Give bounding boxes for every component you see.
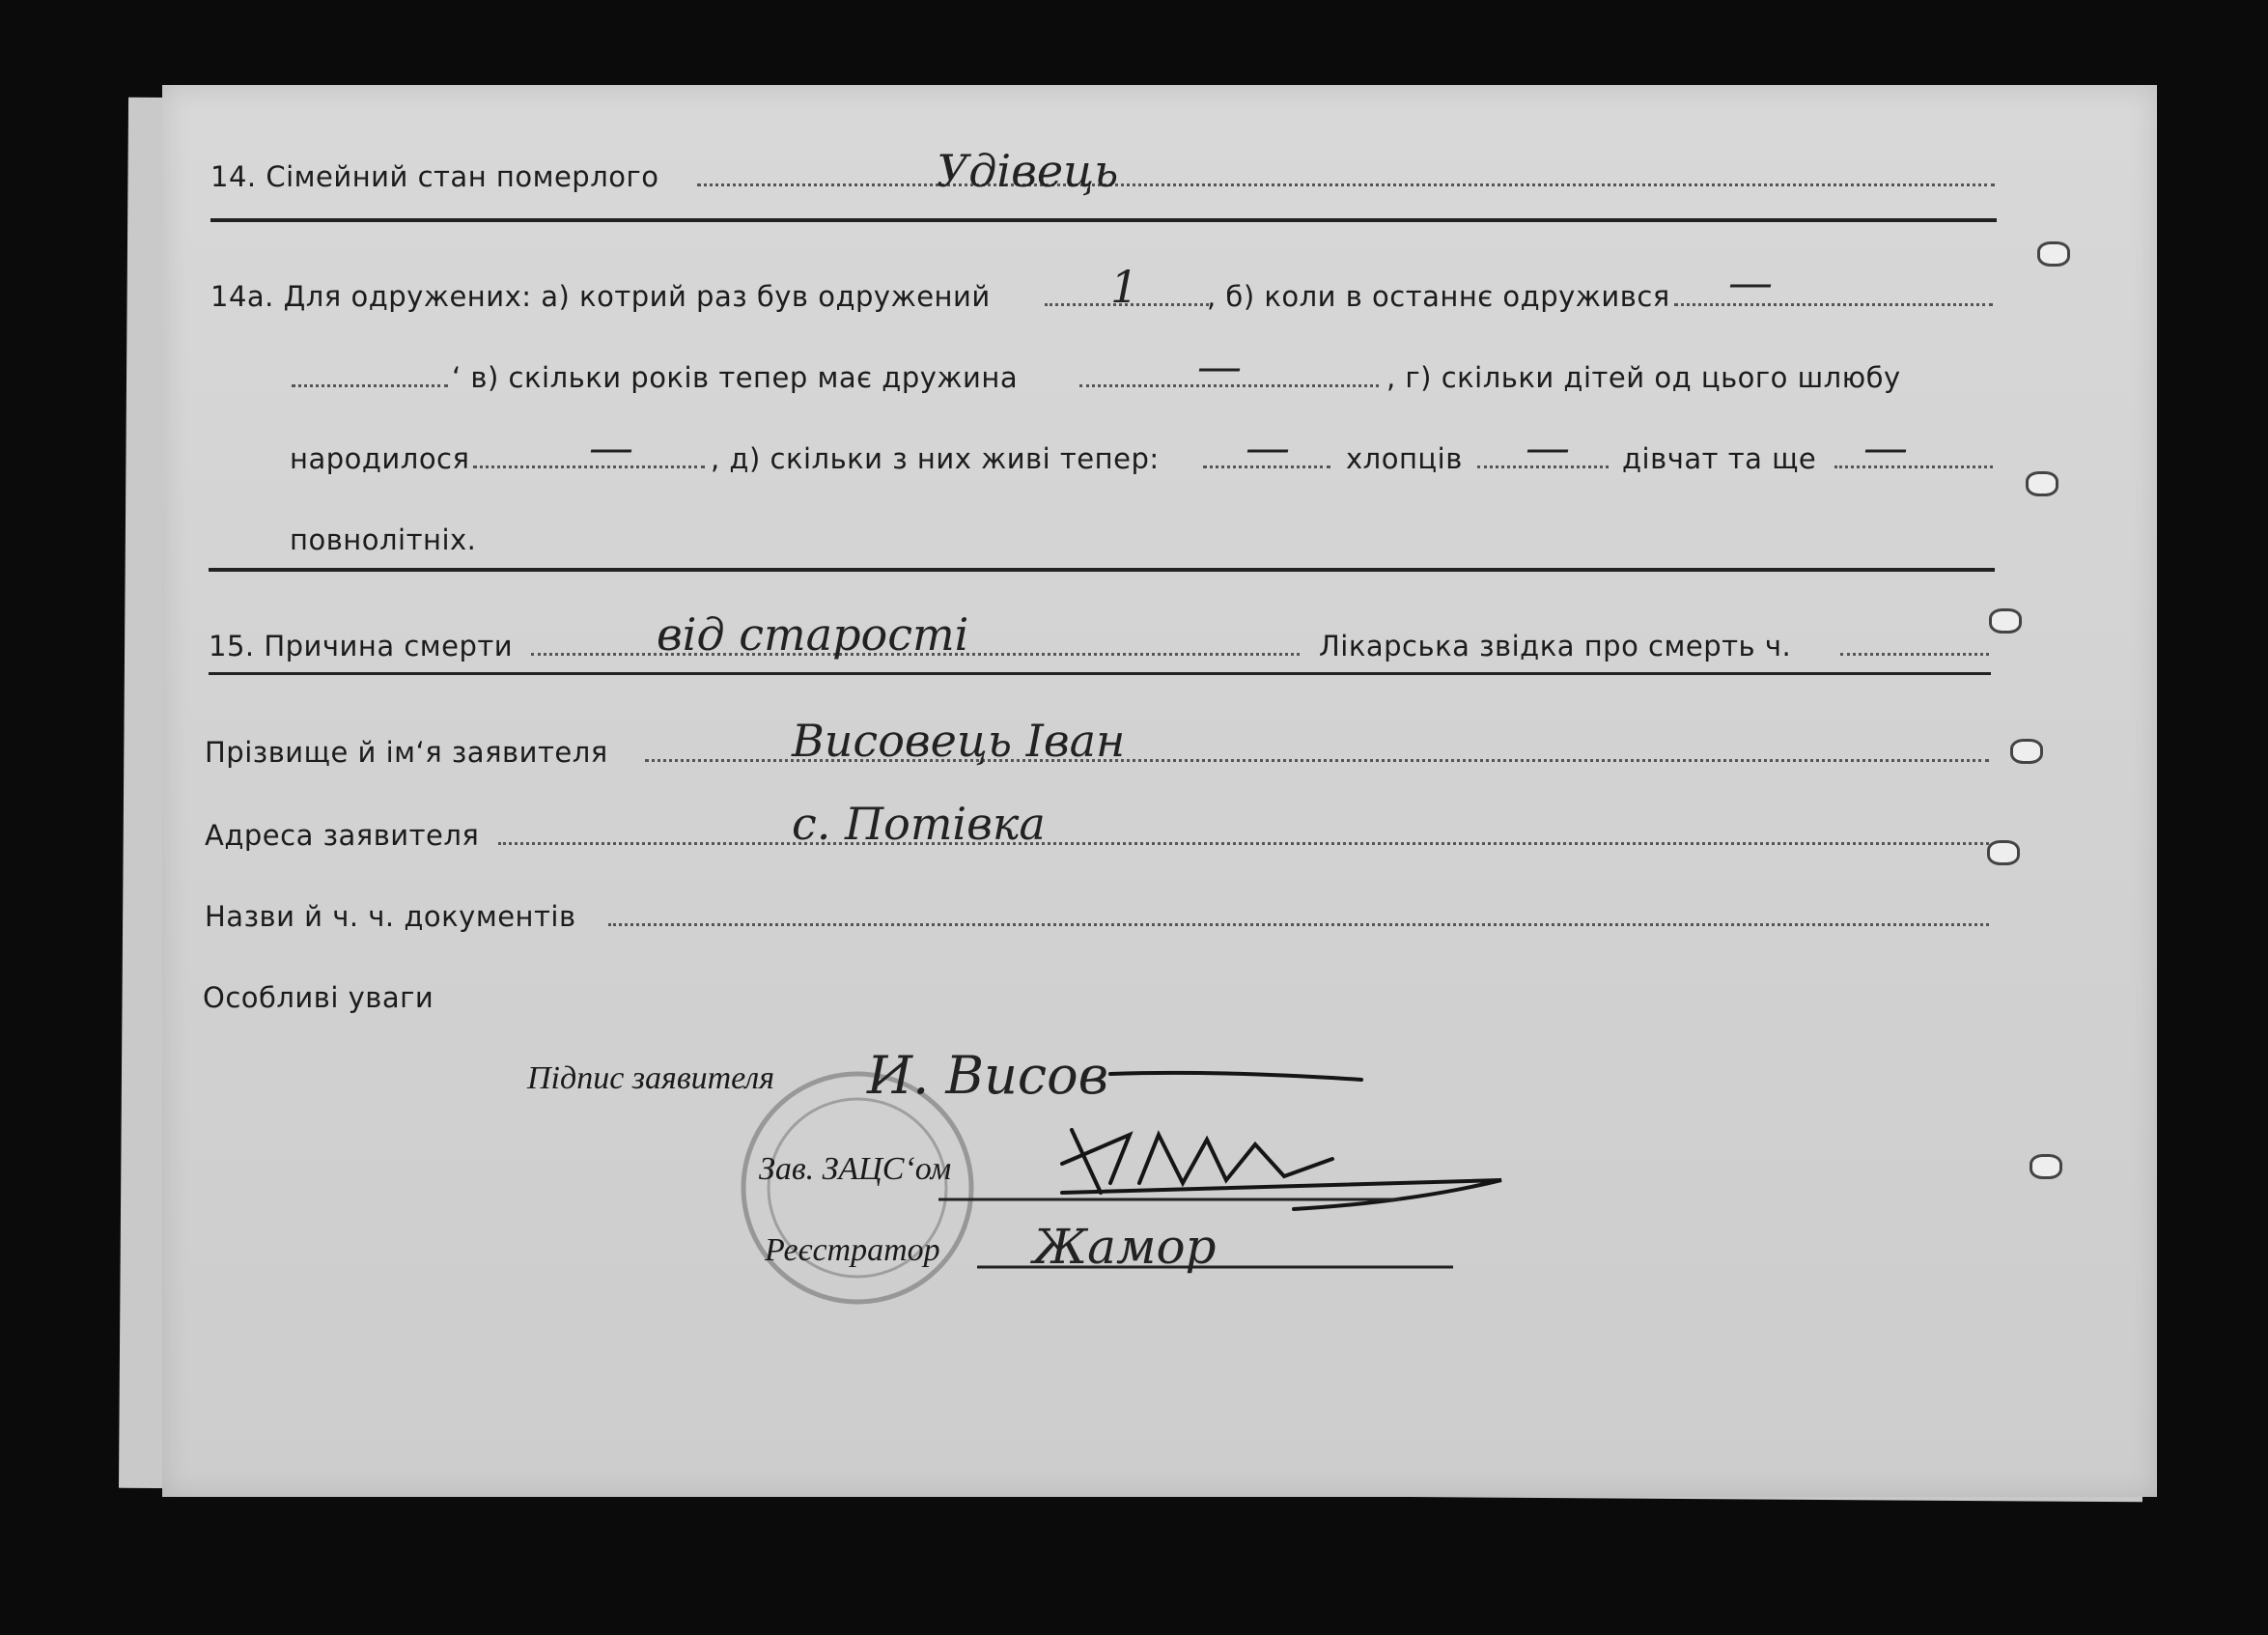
applicant-signature-label: Підпис заявителя [527,1060,775,1096]
row15-medical-label: Лікарська звідка про смерть ч. [1319,630,1792,662]
applicant-address-value: с. Потівка [792,798,1046,850]
registrar-signature: Жамор [1033,1219,1217,1275]
row14a-born-value: — [589,421,633,473]
applicant-address-label: Адреса заявителя [205,819,480,852]
registrar-label: Реєстратор [765,1232,940,1268]
row14a-girls-label: дівчат та ще [1622,442,1817,475]
applicant-name-label: Прізвище й ім‘я заявителя [205,736,608,769]
row14a-v-label: ‘ в) скільки років тепер має дружина [452,361,1019,394]
row14a-g-label: , г) скільки дітей од цього шлюбу [1386,361,1901,394]
row14a-boys-label: хлопців [1346,442,1463,475]
row14-label: 14. Сімейний стан померлого [210,160,659,193]
row15-label: 15. Причина смерти [209,630,514,662]
row14a-b-label: , б) коли в останнє одружився [1207,280,1670,313]
row14a-a-value: 1 [1110,261,1139,313]
applicant-signature: И. Висов [867,1045,1109,1106]
row14a-boys-value: — [1526,421,1570,473]
applicant-name-value: Висовець Іван [792,715,1126,767]
head-signature-label: Зав. ЗАЦС‘ом [759,1151,952,1187]
row14a-adult-label: повнолітніх. [290,523,477,556]
row14a-more-value: — [1863,421,1908,473]
head-signature-strokes [1062,1130,1501,1209]
row14a-born-label: народилося [290,442,470,475]
row14a-d-label: , д) скільки з них живі тепер: [711,442,1160,475]
documents-label: Назви й ч. ч. документів [205,900,576,933]
row15-value: від старості [657,608,969,661]
applicant-signature-underline [1110,1073,1361,1080]
row14a-d-value: — [1246,421,1290,473]
remarks-label: Особливі уваги [203,981,434,1014]
row14-value: Удівець [937,145,1119,197]
row14a-b-value: — [1728,256,1773,308]
row14a-v-value: — [1197,340,1242,392]
row14a-a-label: 14а. Для одружених: а) котрий раз був одружений [210,280,991,313]
